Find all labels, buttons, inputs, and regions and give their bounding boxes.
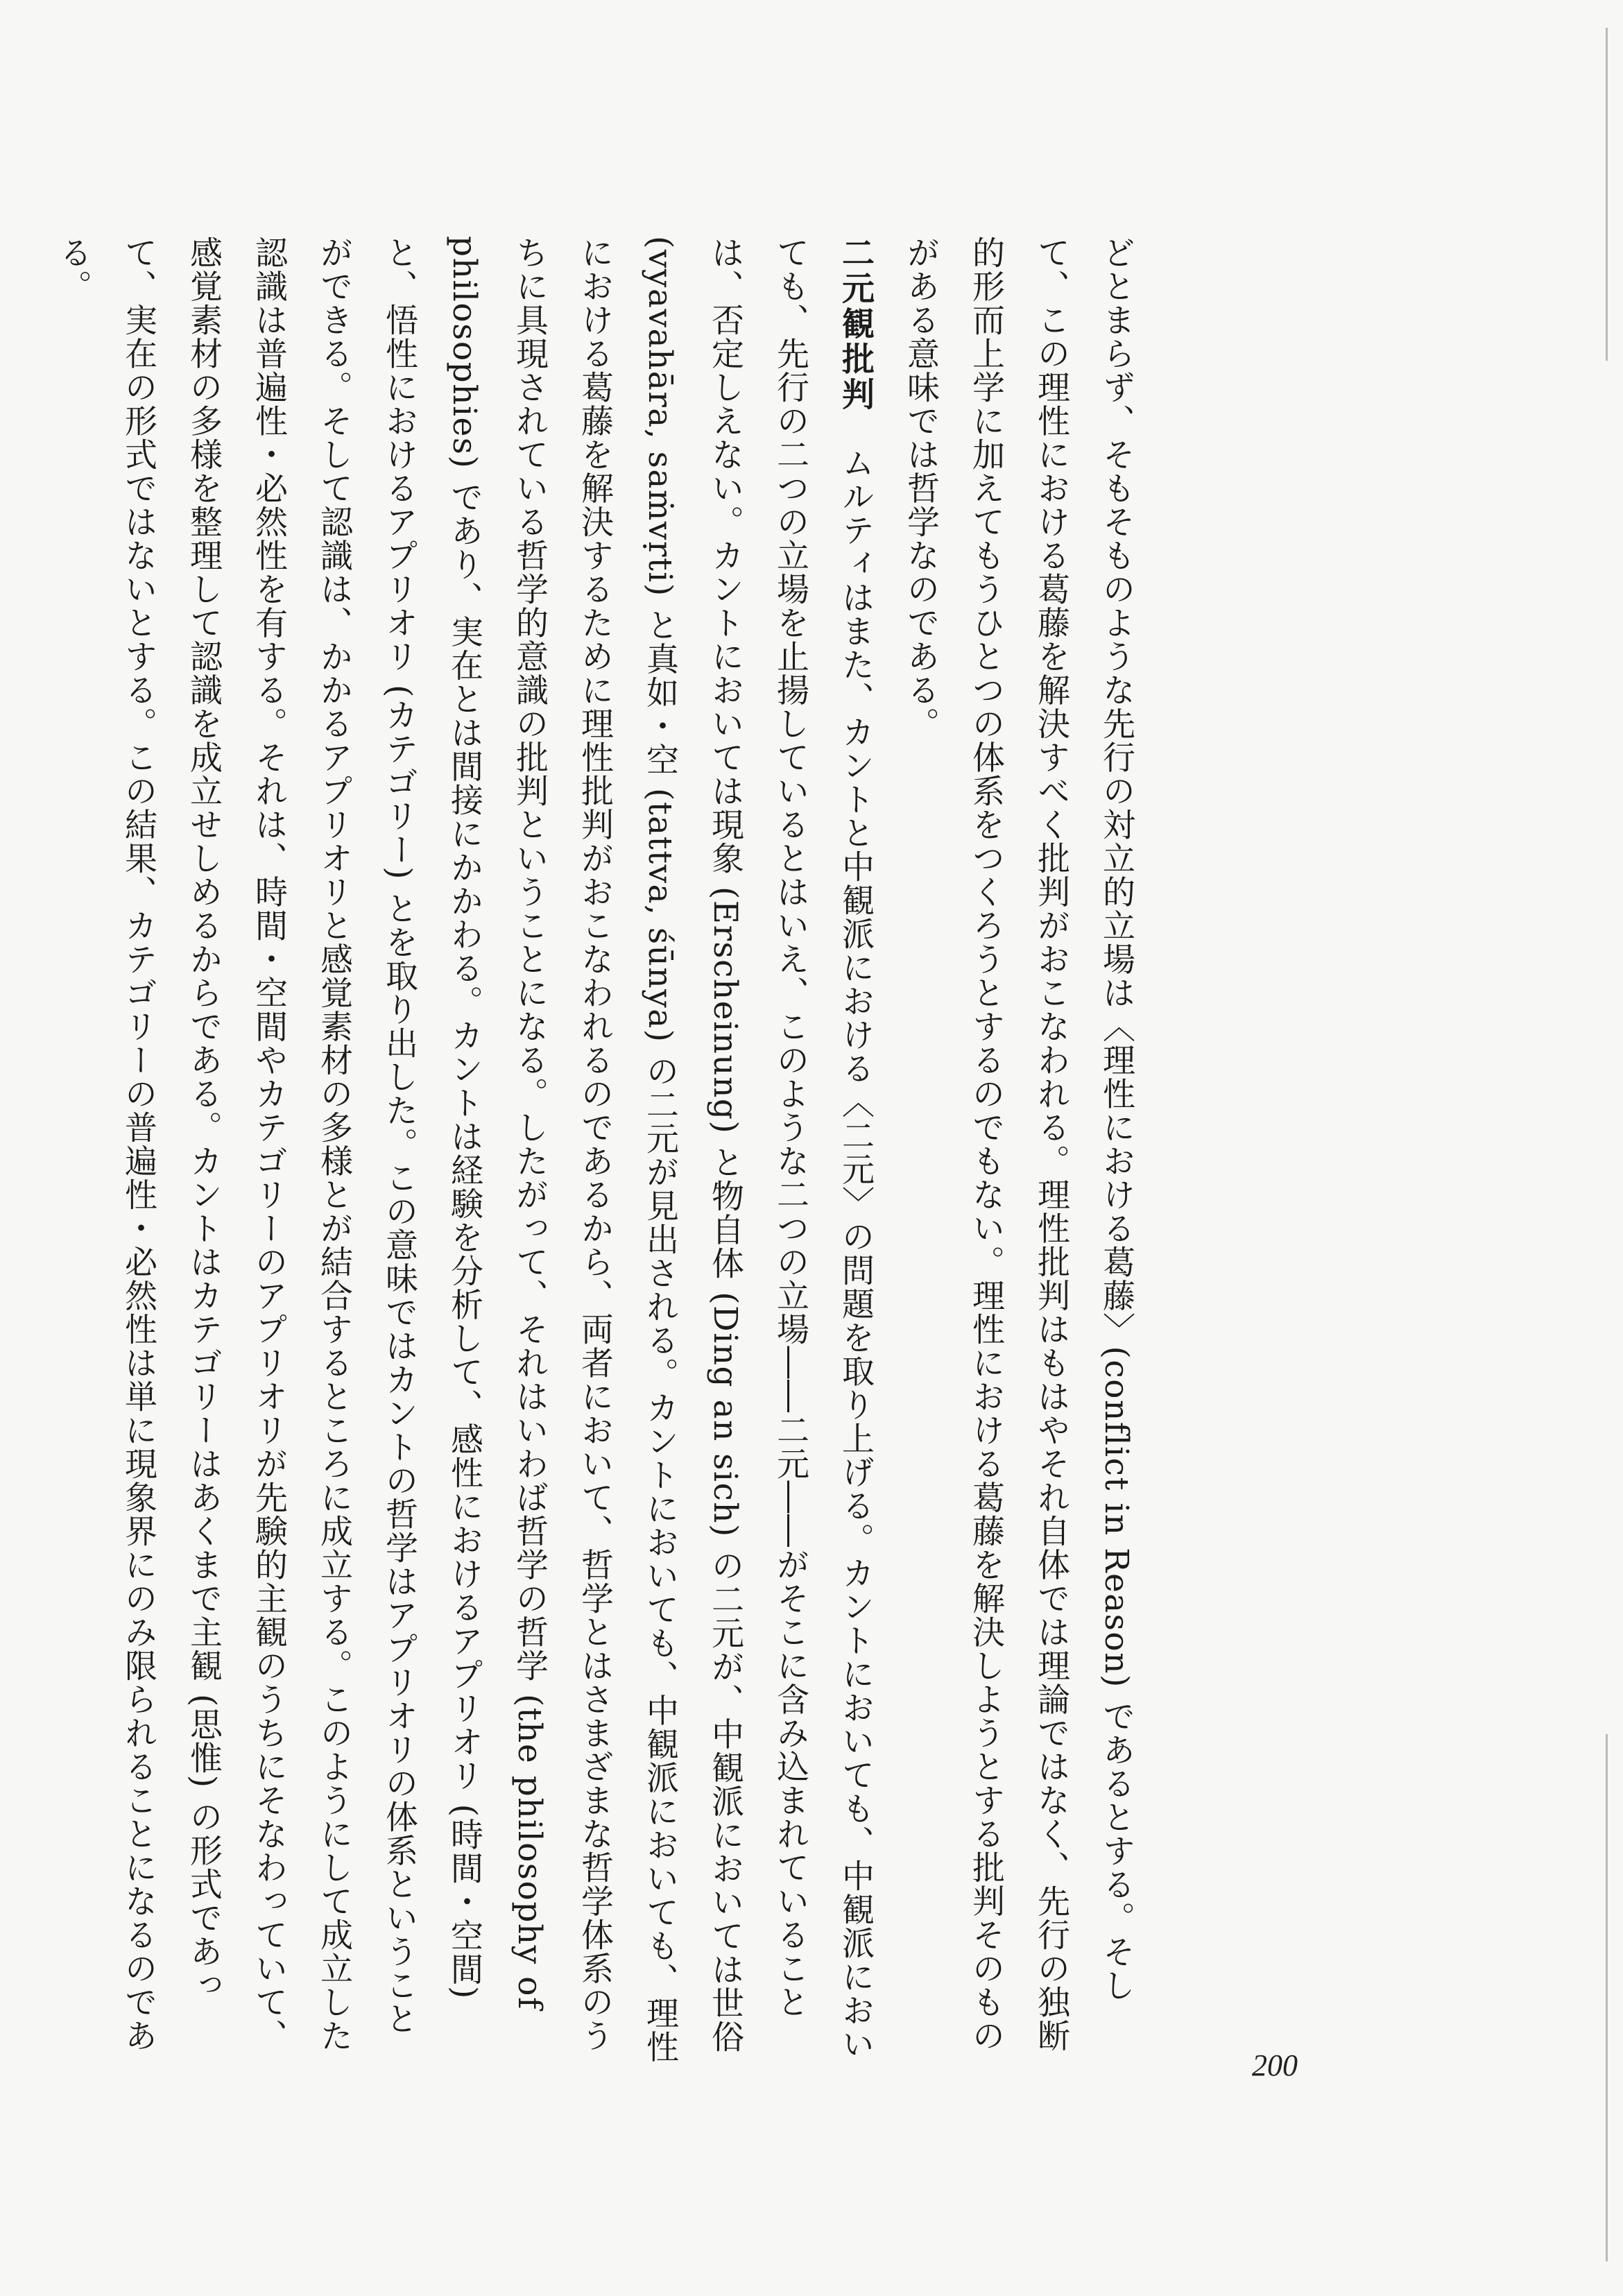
scan-edge-mark [1606,1734,1608,2261]
section-heading: 二元観批判 [836,236,875,413]
scan-edge-mark [1606,28,1608,361]
page-number: 200 [1252,2048,1298,2082]
section-paragraph [40,236,888,2067]
continued-paragraph: どとまらず、そもそものような先行の対立的立場は〈理性における葛藤〉(conflict in Reason) であるとする。そして、この理性における葛藤を解決すべく批判がおこなわれる。理性批判はもはやそれ自体では理論ではなく、先行の独断的形而上学に加えてもうひとつの体系をつくろうとするのでもない。理性における葛藤を解決しようとする批判そのものがある意味では哲学なのである。 [902,236,1135,2053]
main-paragraph: ムルティはまた、カントと中観派における〈二元〉の問題を取り上げる。カントにおいても、中観派においても、先行の二つの立場を止揚しているとはいえ、このような二つの立場――二元――がそこに含み込まれていることは、否定しえない。カントにおいては現象 (Erscheinung) と物自体 (Ding an sich) の二元が、中観派においては世俗 (vyavahāra, saṁvṛti) と真如・空 (tattva, śūnya) の二元が見出される。カントにおいても、中観派においても、理性における葛藤を解決するために理性批判がおこなわれるのであるから、両者において、哲学とはさまざまな哲学体系のうちに具現されている哲学的意識の批判ということになる。したがって、それはいわば哲学の哲学 (the philosophy of philosophies) であり、実在とは間接にかかわる。カントは経験を分析して、感性におけるアプリオリ (時間・空間) と、悟性におけるアプリオリ (カテゴリー) とを取り出した。この意味ではカントの哲学はアプリオリの体系ということができる。そして認識は、かかるアプリオリと感覚素材の多様とが結合するところに成立する。このようにして成立した認識は普遍性・必然性を有する。それは、時間・空間やカテゴリーのアプリオリが先験的主観のうちにそなわっていて、感覚素材の多様を整理して認識を成立せしめるからである。カントはカテゴリーはあくまで主観 (思惟) の形式であって、実在の形式ではないとする。この結果、カテゴリーの普遍性・必然性は単に現象界にのみ限られることになるのである。 [54,236,875,2064]
vertical-text-block [40,236,1221,2067]
